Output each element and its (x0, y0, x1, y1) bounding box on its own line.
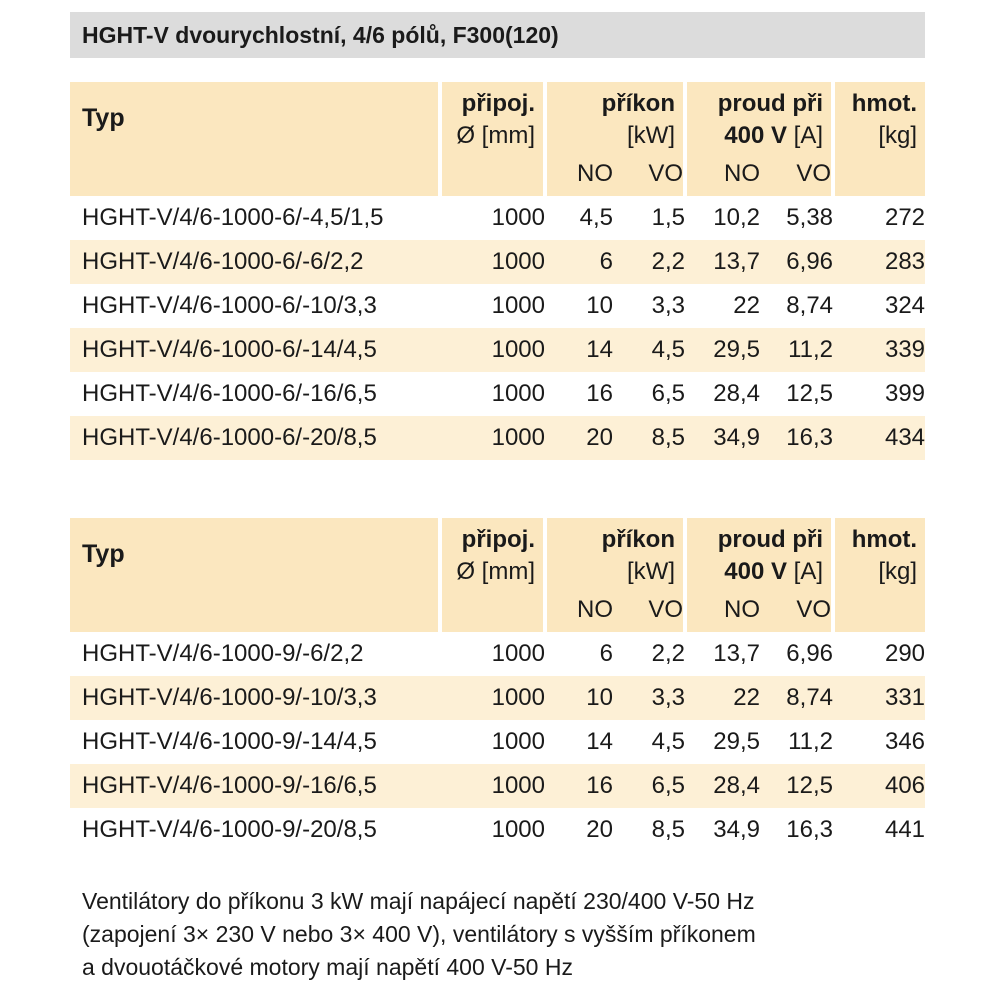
cell-typ: HGHT-V/4/6-1000-9/-16/6,5 (70, 764, 440, 808)
header-prikon (545, 518, 685, 588)
cell-proud-no: 29,5 (685, 328, 760, 372)
cell-pripoj: 1000 (440, 416, 545, 460)
cell-prikon-no: 6 (545, 240, 613, 284)
spec-table-1 (70, 82, 925, 460)
cell-typ: HGHT-V/4/6-1000-6/-6/2,2 (70, 240, 440, 284)
table-row (70, 196, 925, 240)
cell-proud-no: 13,7 (713, 640, 760, 667)
header-pripoj (440, 518, 545, 632)
table-header-row (70, 82, 925, 152)
cell-hmot: 346 (884, 728, 926, 755)
header-proud (685, 82, 833, 152)
cell-prikon-no: 14 (545, 328, 613, 372)
cell-proud-vo: 11,2 (788, 728, 834, 755)
section-title: HGHT-V dvourychlostní, 4/6 pólů, F300(120) (82, 21, 559, 48)
footnote-line: Ventilátory do příkonu 3 kW mají napájecí napětí 230/400 V-50 Hz (82, 888, 755, 914)
header-hmot-unit: [kg] (878, 558, 918, 585)
cell-typ: HGHT-V/4/6-1000-9/-20/8,5 (82, 816, 377, 843)
header-proud-label: proud při (717, 526, 824, 553)
cell-pripoj: 1000 (440, 240, 545, 284)
subheader-prikon-no: NO (545, 152, 613, 196)
cell-prikon-vo: 2,2 (651, 640, 685, 667)
cell-prikon-no: 16 (586, 380, 613, 407)
cell-proud-vo: 16,3 (786, 816, 834, 843)
footnote-line: (zapojení 3× 230 V nebo 3× 400 V), ventilátory s vyšším příkonem (82, 921, 756, 947)
cell-hmot: 399 (884, 380, 926, 407)
cell-prikon-vo: 4,5 (613, 328, 685, 372)
cell-prikon-no: 4,5 (579, 204, 613, 231)
cell-hmot: 283 (833, 240, 925, 284)
table-row (70, 240, 925, 284)
header-pripoj-unit: Ø [mm] (456, 558, 535, 585)
cell-typ: HGHT-V/4/6-1000-6/-16/6,5 (82, 380, 377, 407)
subheader-proud-vo: VO (760, 588, 833, 632)
cell-hmot: 339 (833, 328, 925, 372)
cell-prikon-vo: 2,2 (613, 240, 685, 284)
cell-prikon-vo: 8,5 (613, 416, 685, 460)
table-header-row (70, 518, 925, 588)
cell-prikon-vo: 6,5 (651, 380, 685, 407)
table-row (70, 284, 925, 328)
cell-prikon-no: 20 (586, 816, 613, 843)
cell-proud-vo: 12,5 (786, 380, 834, 407)
table-row (70, 764, 925, 808)
cell-proud-vo: 16,3 (760, 416, 833, 460)
cell-typ: HGHT-V/4/6-1000-9/-14/4,5 (82, 728, 377, 755)
cell-proud-no: 13,7 (685, 240, 760, 284)
table-row (70, 328, 925, 372)
cell-pripoj: 1000 (440, 676, 545, 720)
cell-prikon-vo: 6,5 (613, 764, 685, 808)
cell-hmot: 406 (833, 764, 925, 808)
cell-prikon-no: 16 (545, 764, 613, 808)
cell-proud-vo: 5,38 (786, 204, 834, 231)
header-proud (685, 518, 833, 588)
cell-proud-vo: 8,74 (760, 676, 833, 720)
cell-proud-no: 22 (733, 292, 760, 319)
header-proud-voltage: 400 V (724, 122, 787, 149)
cell-proud-vo: 12,5 (760, 764, 833, 808)
table-row (70, 676, 925, 720)
cell-prikon-vo: 1,5 (651, 204, 685, 231)
cell-prikon-vo: 8,5 (651, 816, 685, 843)
cell-prikon-vo: 4,5 (651, 728, 685, 755)
table-row (70, 808, 925, 852)
subheader-prikon-no: NO (545, 588, 613, 632)
cell-proud-no: 22 (685, 676, 760, 720)
footnote (82, 885, 962, 984)
cell-typ: HGHT-V/4/6-1000-6/-14/4,5 (70, 328, 440, 372)
header-proud-voltage: 400 V (724, 558, 787, 585)
cell-proud-vo: 8,74 (786, 292, 834, 319)
subheader-proud-no: NO (685, 588, 760, 632)
cell-typ: HGHT-V/4/6-1000-6/-20/8,5 (70, 416, 440, 460)
cell-pripoj: 1000 (491, 204, 545, 231)
cell-prikon-vo: 3,3 (651, 292, 685, 319)
header-pripoj-label: připoj. (461, 526, 535, 553)
cell-proud-no: 34,9 (713, 816, 760, 843)
cell-hmot: 324 (884, 292, 926, 319)
cell-pripoj: 1000 (491, 292, 545, 319)
header-prikon (545, 82, 685, 152)
table-body-2 (70, 632, 925, 852)
header-typ: Typ (70, 518, 440, 632)
cell-typ: HGHT-V/4/6-1000-6/-4,5/1,5 (82, 204, 384, 231)
cell-typ: HGHT-V/4/6-1000-9/-10/3,3 (70, 676, 440, 720)
section-title-bar (70, 12, 925, 58)
cell-pripoj: 1000 (440, 764, 545, 808)
cell-typ: HGHT-V/4/6-1000-9/-6/2,2 (82, 640, 364, 667)
cell-proud-no: 29,5 (713, 728, 760, 755)
header-prikon-label: příkon (601, 526, 675, 553)
cell-proud-vo: 6,96 (786, 640, 834, 667)
header-hmot (833, 82, 925, 196)
header-prikon-unit: [kW] (627, 558, 675, 585)
header-proud-label: proud při (717, 90, 824, 117)
cell-proud-vo: 11,2 (760, 328, 833, 372)
cell-typ: HGHT-V/4/6-1000-6/-10/3,3 (82, 292, 377, 319)
subheader-prikon-vo: VO (613, 588, 685, 632)
subheader-prikon-vo: VO (613, 152, 685, 196)
header-pripoj-unit: Ø [mm] (456, 122, 535, 149)
cell-proud-no: 28,4 (713, 380, 760, 407)
table-body-1 (70, 196, 925, 460)
table-row (70, 372, 925, 416)
cell-hmot: 441 (884, 816, 926, 843)
cell-pripoj: 1000 (440, 328, 545, 372)
cell-prikon-no: 10 (586, 292, 613, 319)
header-hmot (833, 518, 925, 632)
header-typ: Typ (70, 82, 440, 196)
cell-prikon-no: 14 (586, 728, 613, 755)
header-prikon-unit: [kW] (627, 122, 675, 149)
subheader-proud-vo: VO (760, 152, 833, 196)
header-proud-unit: [A] (787, 122, 824, 149)
cell-proud-no: 10,2 (713, 204, 760, 231)
footnote-line: a dvouotáčkové motory mají napětí 400 V-50 Hz (82, 954, 573, 980)
cell-hmot: 331 (833, 676, 925, 720)
header-prikon-label: příkon (601, 90, 675, 117)
cell-pripoj: 1000 (491, 380, 545, 407)
cell-prikon-no: 20 (545, 416, 613, 460)
cell-prikon-no: 10 (545, 676, 613, 720)
header-hmot-unit: [kg] (878, 122, 918, 149)
header-hmot-label: hmot. (851, 526, 918, 553)
table-row (70, 416, 925, 460)
table-row (70, 632, 925, 676)
cell-hmot: 434 (833, 416, 925, 460)
cell-proud-no: 28,4 (685, 764, 760, 808)
spec-table-2 (70, 518, 925, 852)
table-row (70, 720, 925, 764)
cell-proud-vo: 6,96 (760, 240, 833, 284)
header-pripoj-label: připoj. (461, 90, 535, 117)
cell-hmot: 272 (884, 204, 926, 231)
cell-pripoj: 1000 (491, 728, 545, 755)
cell-pripoj: 1000 (491, 816, 545, 843)
cell-proud-no: 34,9 (685, 416, 760, 460)
subheader-proud-no: NO (685, 152, 760, 196)
cell-pripoj: 1000 (491, 640, 545, 667)
cell-prikon-vo: 3,3 (613, 676, 685, 720)
header-pripoj (440, 82, 545, 196)
header-hmot-label: hmot. (851, 90, 918, 117)
cell-hmot: 290 (884, 640, 926, 667)
cell-prikon-no: 6 (599, 640, 613, 667)
header-proud-unit: [A] (787, 558, 824, 585)
